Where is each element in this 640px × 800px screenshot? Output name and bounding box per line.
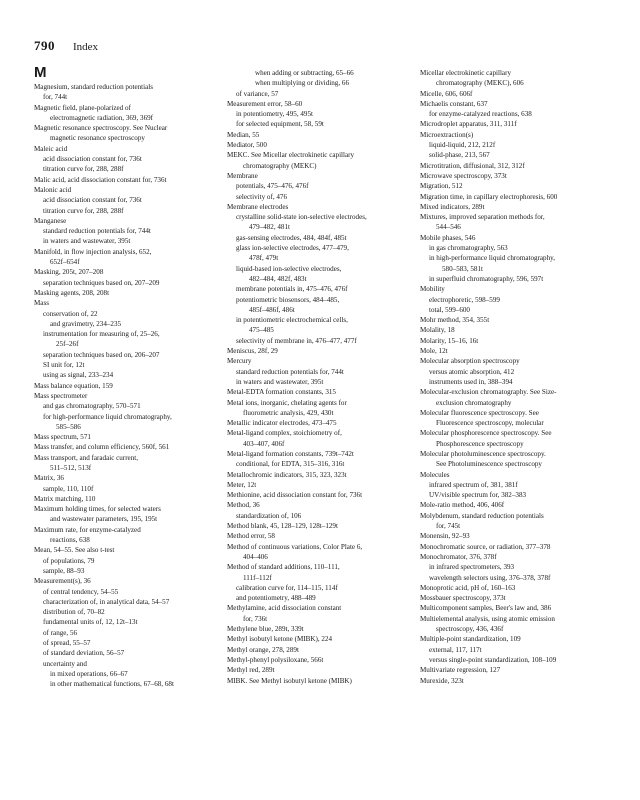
index-entry: 580–583, 581t (442, 264, 483, 273)
index-entry: Microtitration, diffusional, 312, 312f (420, 161, 525, 170)
index-entry: Metal-ligand formation constants, 739t–742t (227, 449, 354, 458)
index-entry: in high-performance liquid chromatography, (429, 254, 556, 263)
index-entry: fluorometric analysis, 429, 430t (243, 408, 334, 417)
index-entry: Method of standard additions, 110–111, (227, 563, 340, 572)
index-entry: 485f–486f, 486t (249, 305, 295, 314)
index-entry: Fluorescence spectroscopy, molecular (436, 419, 544, 428)
index-entry: 544–546 (436, 223, 461, 232)
index-entry: Molecular absorption spectroscopy (420, 357, 520, 366)
index-entry: Metal-ligand complex, stoichiometry of, (227, 429, 342, 438)
index-entry: characterization of, in analytical data, 54–57 (43, 597, 170, 606)
index-entry: Molecular-exclusion chromatography. See Size- (420, 388, 557, 397)
index-entry: crystalline solid-state ion-selective electrodes, (236, 213, 367, 222)
index-entry: Mediator, 500 (227, 141, 267, 150)
index-entry: Manganese (34, 216, 67, 225)
index-entry: instruments used in, 388–394 (429, 377, 513, 386)
index-entry: Mole-ratio method, 406, 406f (420, 501, 505, 510)
index-entry: Metal-EDTA formation constants, 315 (227, 388, 336, 397)
index-entry: for high-performance liquid chromatography, (43, 412, 172, 421)
index-entry: potentials, 475–476, 476f (236, 182, 309, 191)
index-entry: Methyl red, 289t (227, 666, 275, 675)
index-entry: Metallic indicator electrodes, 473–475 (227, 419, 337, 428)
index-entry: selectivity of membrane in, 476–477, 477f (236, 336, 357, 345)
index-entry: sample, 110, 110f (43, 484, 94, 493)
index-entry: Masking, 205t, 207–208 (34, 268, 104, 277)
index-column-1 (34, 82, 174, 690)
index-entry: 404–406 (243, 552, 268, 561)
index-entry: Murexide, 323t (420, 676, 464, 685)
index-entry: spectroscopy, 436, 436f (436, 625, 504, 634)
index-entry: for, 736t (243, 614, 268, 623)
index-entry: 111f–112f (243, 573, 272, 582)
index-entry: in infrared spectrometers, 393 (429, 563, 515, 572)
index-entry: Maximum rate, for enzyme-catalyzed (34, 525, 141, 534)
index-entry: Meniscus, 28f, 29 (227, 347, 278, 356)
index-entry: of central tendency, 54–55 (43, 587, 119, 596)
index-entry: distribution of, 70–82 (43, 608, 105, 617)
index-entry: Masking agents, 208, 208t (34, 288, 110, 297)
index-entry: titration curve for, 288, 288f (43, 165, 124, 174)
index-entry: instrumentation for measuring of, 25–26, (43, 330, 160, 339)
index-entry: Phosphorescence spectroscopy (436, 439, 524, 448)
index-entry: Mole, 12t (420, 347, 448, 356)
section-letter: M (34, 64, 47, 81)
index-entry: Mercury (227, 357, 252, 366)
index-entry: 585–586 (56, 422, 81, 431)
index-entry: Migration time, in capillary electrophoresis, 600 (420, 192, 558, 201)
index-column-2 (227, 68, 367, 686)
index-entry: Method blank, 45, 128–129, 128t–129t (227, 522, 338, 531)
index-entry: Monensin, 92–93 (420, 532, 470, 541)
index-entry: Microwave spectroscopy, 373t (420, 171, 507, 180)
index-entry: solid-phase, 213, 567 (429, 151, 490, 160)
index-entry: standard reduction potentials for, 744t (43, 227, 151, 236)
index-entry: separation techniques based on, 207–209 (43, 278, 160, 287)
index-entry: Monochromatic source, or radiation, 377–378 (420, 542, 551, 551)
index-entry: Michaelis constant, 637 (420, 99, 488, 108)
index-entry: potentiometric biosensors, 484–485, (236, 295, 340, 304)
index-entry: and gas chromatography, 570–571 (43, 402, 141, 411)
index-entry: conservation of, 22 (43, 309, 98, 318)
index-entry: Migration, 512 (420, 182, 463, 191)
index-entry: MEKC. See Micellar electrokinetic capillary (227, 151, 355, 160)
index-entry: 479–482, 481t (249, 223, 290, 232)
index-entry: Microextraction(s) (420, 130, 474, 139)
index-entry: 652f–654f (50, 258, 80, 267)
index-entry: titration curve for, 288, 288f (43, 206, 124, 215)
index-entry: Methionine, acid dissociation constant for, 736t (227, 491, 363, 500)
index-entry: Multielemental analysis, using atomic emission (420, 614, 555, 623)
index-entry: Mixed indicators, 289t (420, 202, 485, 211)
index-entry: Malonic acid (34, 185, 72, 194)
index-entry: Monochromator, 376, 378f (420, 552, 497, 561)
index-entry: in waters and wastewater, 395t (236, 377, 324, 386)
index-entry: for selected equipment, 58, 59t (236, 120, 324, 129)
index-entry: standard reduction potentials for, 744t (236, 367, 344, 376)
index-entry: Malic acid, acid dissociation constant for, 736t (34, 175, 167, 184)
index-entry: for, 745t (436, 522, 461, 531)
index-entry: for enzyme-catalyzed reactions, 638 (429, 110, 532, 119)
index-entry: selectivity of, 476 (236, 192, 288, 201)
index-entry: in gas chromatography, 563 (429, 244, 508, 253)
index-entry: Multicomponent samples, Beer's law and, 386 (420, 604, 552, 613)
index-entry: magnetic resonance spectroscopy (50, 134, 145, 143)
index-entry: Methyl isobutyl ketone (MIBK), 224 (227, 635, 333, 644)
index-entry: total, 599–600 (429, 305, 470, 314)
index-entry: uncertainty and (43, 659, 87, 668)
index-entry: reactions, 638 (50, 536, 90, 545)
index-entry: gas-sensing electrodes, 484, 484f, 485t (236, 233, 347, 242)
index-entry: Membrane (227, 171, 258, 180)
index-entry: Multiple-point standardization, 109 (420, 635, 521, 644)
index-entry: Matrix, 36 (34, 474, 64, 483)
index-entry: UV/visible spectrum for, 382–383 (429, 491, 527, 500)
index-entry: of variance, 57 (236, 89, 279, 98)
index-entry: sample, 88–93 (43, 566, 85, 575)
index-entry: Mass balance equation, 159 (34, 381, 113, 390)
index-entry: Methylamine, acid dissociation constant (227, 604, 342, 613)
index-entry: wavelength selectors using, 376–378, 378f (429, 573, 551, 582)
index-entry: of standard deviation, 56–57 (43, 649, 125, 658)
index-entry: 25f–26f (56, 340, 79, 349)
index-entry: in superfluid chromatography, 596, 597t (429, 274, 544, 283)
index-entry: Mass (34, 299, 49, 308)
index-entry: standardization of, 106 (236, 511, 302, 520)
index-entry: glass ion-selective electrodes, 477–479, (236, 244, 349, 253)
index-entry: conditional, for EDTA, 315–316, 316t (236, 460, 345, 469)
index-entry: SI unit for, 12t (43, 361, 85, 370)
index-entry: electrophoretic, 598–599 (429, 295, 500, 304)
index-entry: when multiplying or dividing, 66 (255, 79, 349, 88)
index-entry: in waters and wastewater, 395t (43, 237, 131, 246)
index-entry: separation techniques based on, 206–207 (43, 350, 160, 359)
index-entry: Molecular phosphorescence spectroscopy. See (420, 429, 552, 438)
index-entry: Mass spectrum, 571 (34, 433, 91, 442)
index-entry: Molality, 18 (420, 326, 455, 335)
index-entry: and potentiometry, 488–489 (236, 594, 316, 603)
index-column-3 (420, 68, 557, 686)
index-entry: liquid-based ion-selective electrodes, (236, 264, 342, 273)
index-entry: Magnetic resonance spectroscopy. See Nuclear (34, 124, 168, 133)
index-entry: in mixed operations, 66–67 (50, 669, 128, 678)
index-entry: in potentiometry, 495, 495t (236, 110, 313, 119)
index-entry: Multivariate regression, 127 (420, 666, 501, 675)
index-entry: Methyl-phenyl polysiloxane, 566t (227, 655, 324, 664)
index-entry: Matrix matching, 110 (34, 494, 96, 503)
index-entry: Maleic acid (34, 144, 68, 153)
page-number: 790 (34, 38, 55, 53)
index-entry: Measurement(s), 36 (34, 577, 91, 586)
index-entry: See Photoluminescence spectroscopy (436, 460, 542, 469)
index-entry: fundamental units of, 12, 12t–13t (43, 618, 138, 627)
index-entry: Mean, 54–55. See also t-test (34, 546, 115, 555)
page-header (34, 37, 98, 53)
index-entry: Method of continuous variations, Color Plate 6, (227, 542, 363, 551)
index-entry: versus single-point standardization, 108–109 (429, 655, 557, 664)
index-entry: of range, 56 (43, 628, 78, 637)
index-entry: chromatography (MEKC) (243, 161, 317, 170)
index-entry: 475–485 (249, 326, 274, 335)
index-entry: Molecular fluorescence spectroscopy. See (420, 408, 539, 417)
index-entry: 478f, 479t (249, 254, 279, 263)
index-entry: Meter, 12t (227, 480, 257, 489)
index-entry: Molecules (420, 470, 450, 479)
index-entry: versus atomic absorption, 412 (429, 367, 515, 376)
index-entry: 511–512, 513f (50, 463, 92, 472)
index-entry: 482–484, 482f, 483t (249, 274, 307, 283)
index-entry: calibration curve for, 114–115, 114f (236, 583, 338, 592)
index-entry: Mossbauer spectroscopy, 373t (420, 594, 506, 603)
index-entry: Method error, 58 (227, 532, 275, 541)
index-entry: chromatography (MEKC), 606 (436, 79, 524, 88)
index-entry: acid dissociation constant for, 736t (43, 196, 142, 205)
running-title: Index (73, 41, 99, 53)
index-entry: and wastewater parameters, 195, 195t (50, 515, 158, 524)
index-entry: Method, 36 (227, 501, 260, 510)
index-entry: Metallochromic indicators, 315, 323, 323t (227, 470, 347, 479)
index-entry: electromagnetic radiation, 369, 369f (50, 113, 154, 122)
index-entry: in potentiometric electrochemical cells, (236, 316, 348, 325)
index-entry: Mass transfer, and column efficiency, 560f, 561 (34, 443, 170, 452)
index-entry: infrared spectrum of, 381, 381f (429, 480, 518, 489)
index-entry: Mass spectrometer (34, 391, 88, 400)
index-entry: acid dissociation constant for, 736t (43, 155, 142, 164)
index-entry: Molarity, 15–16, 16t (420, 336, 479, 345)
index-entry: and gravimetry, 234–235 (50, 319, 122, 328)
index-entry: Maximum holding times, for selected waters (34, 505, 161, 514)
index-entry: of spread, 55–57 (43, 639, 91, 648)
index-entry: Monoprotic acid, pH of, 160–163 (420, 583, 516, 592)
index-entry: MIBK. See Methyl isobutyl ketone (MIBK) (227, 676, 352, 685)
index-entry: Magnetic field, plane-polarized of (34, 103, 131, 112)
index-entry: membrane potentials in, 475–476, 476f (236, 285, 348, 294)
index-entry: Microdroplet apparatus, 311, 311f (420, 120, 517, 129)
index-entry: when adding or subtracting, 65–66 (255, 69, 354, 77)
index-entry: Micellar electrokinetic capillary (420, 69, 511, 77)
index-entry: using as signal, 233–234 (43, 371, 114, 380)
index-entry: Metal ions, inorganic, chelating agents for (227, 398, 347, 407)
index-entry: Magnesium, standard reduction potentials (34, 83, 153, 91)
index-entry: for, 744t (43, 93, 68, 102)
index-entry: Manifold, in flow injection analysis, 652, (34, 247, 152, 256)
index-entry: liquid-liquid, 212, 212f (429, 141, 496, 150)
index-entry: Median, 55 (227, 130, 260, 139)
index-entry: Membrane electrodes (227, 202, 289, 211)
index-entry: Molybdenum, standard reduction potentials (420, 511, 544, 520)
index-entry: Measurement error, 58–60 (227, 99, 303, 108)
index-entry: 403–407, 406f (243, 439, 285, 448)
index-entry: Mobility (420, 285, 445, 294)
index-entry: Methyl orange, 278, 289t (227, 645, 299, 654)
index-entry: in other mathematical functions, 67–68, 68t (50, 680, 174, 689)
index-entry: Mobile phases, 546 (420, 233, 476, 242)
index-entry: Mass transport, and faradaic current, (34, 453, 138, 462)
index-entry: external, 117, 117t (429, 645, 482, 654)
index-entry: Mixtures, improved separation methods for, (420, 213, 545, 222)
index-entry: Molecular photoluminescence spectroscopy. (420, 449, 546, 458)
index-entry: of populations, 79 (43, 556, 95, 565)
index-entry: Micelle, 606, 606f (420, 89, 473, 98)
index-entry: Mohr method, 354, 355t (420, 316, 490, 325)
index-entry: Methylene blue, 289t, 339t (227, 625, 304, 634)
index-entry: exclusion chromatography (436, 398, 512, 407)
